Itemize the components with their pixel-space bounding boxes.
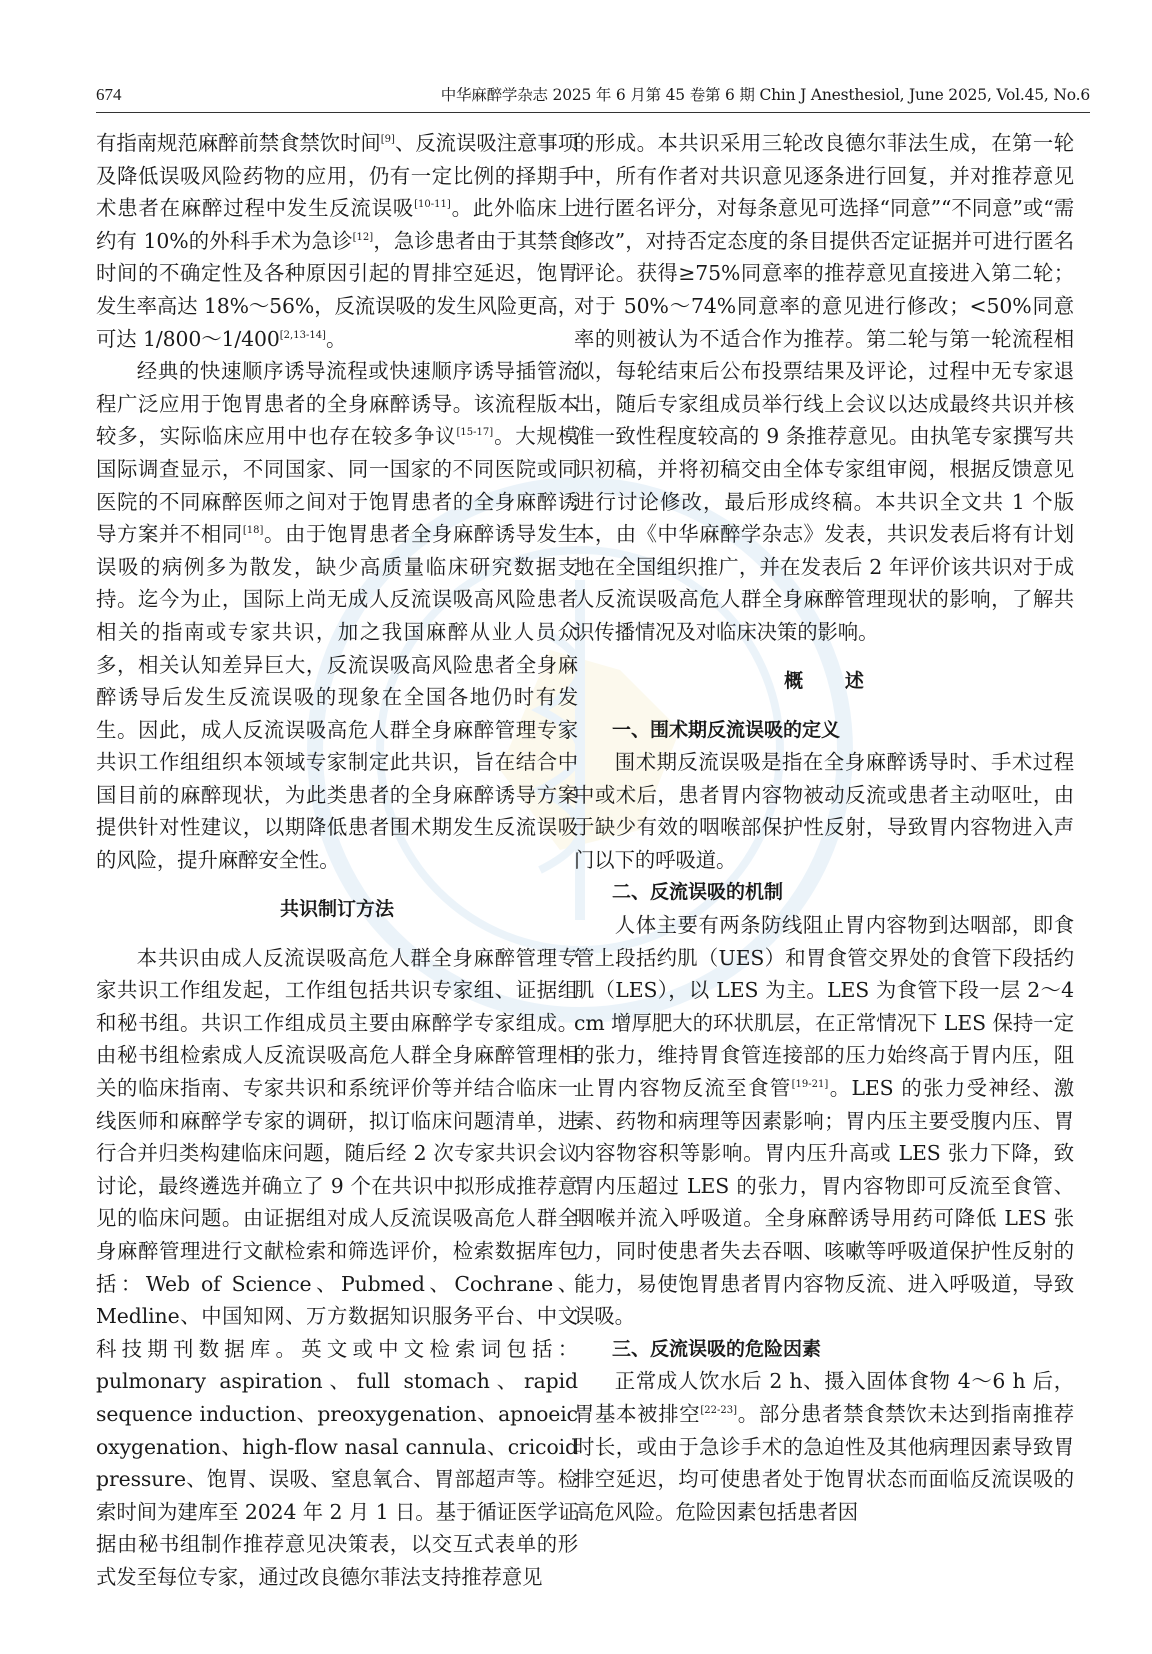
running-header bbox=[96, 82, 1090, 108]
paragraph: 正常成人饮水后 2 h、摄入固体食物 4～6 h 后，胃基本被排空[22-23]。部分患者禁食禁饮未达到指南推荐时长，或由于急诊手术的急迫性及其他病理因素导致胃排空延迟，均可使患者处于饱胃状态而面临反流误吸的高危风险。危险因素包括患者因 bbox=[574, 1369, 1074, 1524]
citation[interactable]: [9] bbox=[380, 134, 395, 145]
page-number: 674 bbox=[96, 85, 122, 104]
journal-info: 中华麻醉学杂志 2025 年 6 月第 45 卷第 6 期 Chin J Anesthesiol, June 2025, Vol.45, No.6 bbox=[440, 86, 1090, 104]
right-column bbox=[574, 127, 1074, 1528]
paragraph: 有指南规范麻醉前禁食禁饮时间[9]、反流误吸注意事项及降低误吸风险药物的应用，仍有一定比例的择期手术患者在麻醉过程中发生反流误吸[10-11]。此外临床上约有 10%的外科手术为急诊[12]，急诊患者由于其禁食时间的不确定性及各种原因引起的胃排空延迟，饱胃发生率高达 18%～56%，反流误吸的发生风险更高，可达 1/800～1/400[2,13-14]。 bbox=[96, 131, 579, 351]
section-title-overview: 概述 bbox=[784, 669, 906, 692]
citation[interactable]: [22-23] bbox=[700, 1404, 738, 1416]
header-divider bbox=[96, 112, 1090, 113]
citation[interactable]: [19-21] bbox=[791, 1079, 829, 1091]
paragraph: 经典的快速顺序诱导流程或快速顺序诱导插管流程广泛应用于饱胃患者的全身麻醉诱导。该流程版本较多，实际临床应用中也存在较多争议[15-17]。大规模国际调查显示，不同国家、同一国家的不同医院或同医院的不同麻醉医师之间对于饱胃患者的全身麻醉诱导方案并不相同[18]。由于饱胃患者全身麻醉诱导发生误吸的病例多为散发，缺少高质量临床研究数据支持。迄今为止，国际上尚无成人反流误吸高风险患者相关的指南或专家共识，加之我国麻醉从业人员众多，相关认知差异巨大，反流误吸高风险患者全身麻醉诱导后发生反流误吸的现象在全国各地仍时有发生。因此，成人反流误吸高危人群全身麻醉管理专家共识工作组组织本领域专家制定此共识，旨在结合中国目前的麻醉现状，为此类患者的全身麻醉诱导方案提供针对性建议，以期降低患者围术期发生反流误吸的风险，提升麻醉安全性。 bbox=[96, 359, 578, 873]
citation[interactable]: [2,13-14] bbox=[279, 329, 326, 341]
subsection-title-definition: 一、围术期反流误吸的定义 bbox=[612, 718, 841, 741]
section-title-methods: 共识制订方法 bbox=[279, 897, 394, 920]
paragraph: 的形成。本共识采用三轮改良德尔菲法生成，在第一轮中，所有作者对共识意见逐条进行回复，并对推荐意见进行匿名评分，对每条意见可选择“同意”“不同意”或“需修改”，对持否定态度的条目提供否定证据并可进行匿名评论。获得≥75%同意率的推荐意见直接进入第二轮；对于 50%～74%同意率的意见进行修改；<50%同意率的则被认为不适合作为推荐。第二轮与第一轮流程相似，每轮结束后公布投票结果及评论，过程中无专家退出，随后专家组成员举行线上会议以达成最终共识并核准一致性程度较高的 9 条推荐意见。由执笔专家撰写共识初稿，并将初稿交由全体专家组审阅，根据反馈意见进行讨论修改，最后形成终稿。本共识全文共 1 个版本，由《中华麻醉学杂志》发表，共识发表后将有计划地在全国组织推广，并在发表后 2 年评价该共识对于成人反流误吸高危人群全身麻醉管理现状的影响，了解共识传播情况及对临床决策的影响。 bbox=[574, 131, 1074, 644]
subsection-title-mechanism: 二、反流误吸的机制 bbox=[612, 881, 784, 904]
paragraph: 围术期反流误吸是指在全身麻醉诱导时、手术过程中或术后，患者胃内容物被动反流或患者主动呕吐，由于缺少有效的咽喉部保护性反射，导致胃内容物进入声门以下的呼吸道。 bbox=[574, 750, 1074, 872]
subsection-title-risk-factors: 三、反流误吸的危险因素 bbox=[612, 1337, 822, 1360]
paragraph: 本共识由成人反流误吸高危人群全身麻醉管理专家共识工作组发起，工作组包括共识专家组、证据组和秘书组。共识工作组成员主要由麻醉学专家组成。由秘书组检索成人反流误吸高危人群全身麻醉管理相关的临床指南、专家共识和系统评价等并结合临床一线医师和麻醉学专家的调研，拟订临床问题清单，进行合并归类构建临床问题，随后经 2 次专家共识会议讨论，最终遴选并确立了 9 个在共识中拟形成推荐意见的临床问题。由证据组对成人反流误吸高危人群全身麻醉管理进行文献检索和筛选评价，检索数据库包括：Web of Science、Pubmed、Cochrane、Medline、中国知网、万方数据知识服务平台、中文科技期刊数据库。英文或中文检索词包括：pulmonary aspiration、full stomach、rapid sequence induction、preoxygenation、apnoeic oxygenation、high-flow nasal cannula、cricoid pressure、饱胃、误吸、窒息氧合、胃部超声等。检索时间为建库至 2024 年 2 月 1 日。基于循证医学证据由秘书组制作推荐意见决策表，以交互式表单的形式发至每位专家，通过改良德尔菲法支持推荐意见 bbox=[96, 945, 578, 1589]
left-column bbox=[96, 127, 578, 1594]
citation[interactable]: [18] bbox=[242, 525, 264, 537]
paragraph: 人体主要有两条防线阻止胃内容物到达咽部，即食管上段括约肌（UES）和胃食管交界处的食管下段括约肌（LES），以 LES 为主。LES 为食管下段一层 2～4 cm 增厚肥大的环状肌层，在正常情况下 LES 保持一定的张力，维持胃食管连接部的压力始终高于胃内压，阻止胃内容物反流至食管[19-21]。LES 的张力受神经、激素、药物和病理等因素影响；胃内压主要受腹内压、胃内容物容积等影响。胃内压升高或 LES 张力下降，致胃内压超过 LES 的张力，胃内容物即可反流至食管、咽喉并流入呼吸道。全身麻醉诱导用药可降低 LES 张力，同时使患者失去吞咽、咳嗽等呼吸道保护性反射的能力，易使饱胃患者胃内容物反流、进入呼吸道，导致误吸。 bbox=[574, 913, 1075, 1329]
citation[interactable]: [12] bbox=[352, 231, 374, 243]
citation[interactable]: [15-17] bbox=[456, 427, 494, 439]
citation[interactable]: [10-11] bbox=[414, 199, 451, 211]
